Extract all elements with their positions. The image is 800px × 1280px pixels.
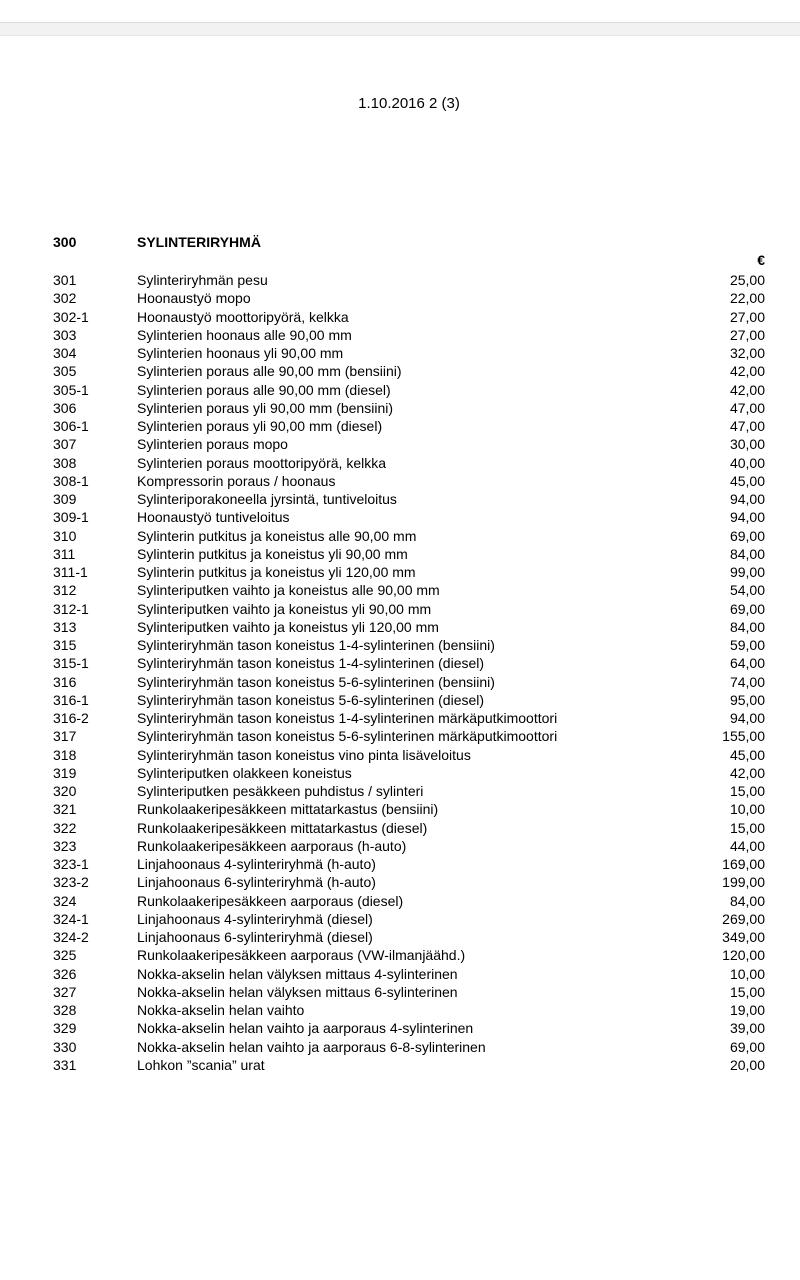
section-title: SYLINTERIRYHMÄ <box>137 234 261 250</box>
row-code: 311 <box>53 545 76 562</box>
price-row <box>0 800 800 818</box>
price-row <box>0 782 800 800</box>
row-price: 42,00 <box>729 363 765 380</box>
row-code: 325 <box>53 947 77 964</box>
price-row <box>0 654 800 672</box>
row-price: 349,00 <box>722 929 765 945</box>
row-description: Sylinterien poraus alle 90,00 mm (diesel) <box>137 381 391 398</box>
row-description: Linjahoonaus 4-sylinteriryhmä (h-auto) <box>137 856 376 872</box>
price-row <box>0 983 800 1001</box>
price-row <box>0 399 800 417</box>
row-code: 302-1 <box>53 308 89 325</box>
row-price: 42,00 <box>729 764 765 781</box>
row-price: 25,00 <box>729 272 765 288</box>
row-code: 306-1 <box>53 418 89 434</box>
row-code: 303 <box>53 326 77 343</box>
price-row <box>0 709 800 727</box>
row-code: 330 <box>53 1038 77 1055</box>
row-price: 15,00 <box>729 819 765 836</box>
row-price: 84,00 <box>729 892 765 909</box>
row-price: 45,00 <box>729 472 765 489</box>
price-row <box>0 673 800 691</box>
row-description: Sylinterien poraus yli 90,00 mm (bensiini) <box>137 399 393 416</box>
row-price: 15,00 <box>729 983 765 1000</box>
row-price: 40,00 <box>729 454 765 471</box>
row-code: 316 <box>53 673 77 690</box>
row-price: 27,00 <box>729 326 765 343</box>
row-description: Sylinteriryhmän tason koneistus 1-4-sylinterinen (bensiini) <box>137 637 495 653</box>
price-row <box>0 362 800 380</box>
price-row <box>0 527 800 545</box>
row-code: 331 <box>53 1056 77 1073</box>
price-row <box>0 308 800 326</box>
row-code: 306 <box>53 399 77 416</box>
price-row <box>0 344 800 362</box>
row-code: 323-2 <box>53 874 89 891</box>
row-description: Hoonaustyö mopo <box>137 290 251 307</box>
price-row <box>0 855 800 873</box>
row-description: Nokka-akselin helan vaihto ja aarporaus 6-8-sylinterinen <box>137 1038 486 1055</box>
row-code: 315 <box>53 637 77 653</box>
row-code: 326 <box>53 965 77 982</box>
row-code: 313 <box>53 618 77 635</box>
section-heading <box>0 234 800 254</box>
price-row <box>0 636 800 654</box>
row-code: 312-1 <box>53 600 89 617</box>
price-row <box>0 1056 800 1074</box>
row-code: 308-1 <box>53 472 89 489</box>
price-row <box>0 965 800 983</box>
row-price: 94,00 <box>729 710 765 726</box>
row-code: 322 <box>53 819 77 836</box>
row-code: 316-1 <box>53 691 89 708</box>
row-description: Sylinterin putkitus ja koneistus alle 90,00 mm <box>137 527 417 544</box>
row-description: Sylinteriputken vaihto ja koneistus yli 90,00 mm <box>137 600 432 617</box>
row-description: Sylinterin putkitus ja koneistus yli 120,00 mm <box>137 564 416 580</box>
price-row <box>0 1019 800 1037</box>
row-price: 20,00 <box>729 1056 765 1073</box>
row-description: Sylinterien poraus mopo <box>137 436 288 453</box>
price-row <box>0 946 800 964</box>
row-price: 44,00 <box>729 837 765 854</box>
price-row <box>0 581 800 599</box>
row-code: 328 <box>53 1002 77 1018</box>
price-row <box>0 727 800 745</box>
row-description: Sylinterien poraus yli 90,00 mm (diesel) <box>137 418 383 434</box>
row-price: 169,00 <box>722 856 765 872</box>
row-code: 324 <box>53 892 77 909</box>
row-description: Sylinterin putkitus ja koneistus yli 90,00 mm <box>137 545 408 562</box>
row-price: 269,00 <box>722 910 765 927</box>
price-row <box>0 508 800 526</box>
row-price: 27,00 <box>729 308 765 325</box>
price-row <box>0 873 800 891</box>
row-description: Sylinteriryhmän tason koneistus 1-4-sylinterinen (diesel) <box>137 655 485 672</box>
row-description: Sylinteriryhmän tason koneistus 5-6-sylinterinen (diesel) <box>137 691 485 708</box>
row-description: Kompressorin poraus / hoonaus <box>137 472 336 489</box>
row-price: 64,00 <box>729 655 765 672</box>
row-code: 324-2 <box>53 929 89 945</box>
row-code: 318 <box>53 746 77 763</box>
price-row <box>0 1001 800 1019</box>
price-row <box>0 289 800 307</box>
price-row <box>0 746 800 764</box>
row-description: Linjahoonaus 6-sylinteriryhmä (h-auto) <box>137 874 376 891</box>
row-price: 39,00 <box>729 1020 765 1037</box>
row-code: 319 <box>53 764 77 781</box>
row-description: Sylinteriputken pesäkkeen puhdistus / sylinteri <box>137 783 424 799</box>
row-description: Sylinterien poraus moottoripyörä, kelkka <box>137 454 387 471</box>
row-code: 308 <box>53 454 77 471</box>
price-row <box>0 490 800 508</box>
row-price: 95,00 <box>729 691 765 708</box>
row-price: 94,00 <box>729 491 765 507</box>
row-description: Sylinterien poraus alle 90,00 mm (bensiini) <box>137 363 402 380</box>
row-code: 307 <box>53 436 77 453</box>
row-code: 310 <box>53 527 77 544</box>
row-code: 327 <box>53 983 77 1000</box>
row-code: 323-1 <box>53 856 89 872</box>
row-description: Runkolaakeripesäkkeen aarporaus (VW-ilmanjäähd.) <box>137 947 466 964</box>
price-row <box>0 928 800 946</box>
viewer-top-bar <box>0 0 800 22</box>
row-description: Nokka-akselin helan välyksen mittaus 6-sylinterinen <box>137 983 458 1000</box>
price-row <box>0 472 800 490</box>
row-price: 59,00 <box>729 637 765 653</box>
price-row <box>0 563 800 581</box>
row-description: Sylinteriputken vaihto ja koneistus alle 90,00 mm <box>137 582 440 599</box>
row-description: Sylinteriputken vaihto ja koneistus yli 120,00 mm <box>137 618 439 635</box>
price-row <box>0 545 800 563</box>
row-description: Linjahoonaus 6-sylinteriryhmä (diesel) <box>137 929 373 945</box>
row-code: 304 <box>53 345 77 361</box>
row-code: 316-2 <box>53 710 89 726</box>
price-row <box>0 892 800 910</box>
row-description: Sylinteriputken olakkeen koneistus <box>137 764 352 781</box>
price-row <box>0 417 800 435</box>
row-code: 305 <box>53 363 77 380</box>
row-code: 321 <box>53 801 77 818</box>
price-row <box>0 618 800 636</box>
price-row <box>0 381 800 399</box>
row-price: 54,00 <box>729 582 765 599</box>
row-price: 84,00 <box>729 618 765 635</box>
row-description: Hoonaustyö moottoripyörä, kelkka <box>137 308 349 325</box>
price-row <box>0 819 800 837</box>
row-description: Sylinteriporakoneella jyrsintä, tuntiveloitus <box>137 491 397 507</box>
row-description: Nokka-akselin helan välyksen mittaus 4-sylinterinen <box>137 965 458 982</box>
price-row <box>0 600 800 618</box>
row-price: 22,00 <box>729 290 765 307</box>
row-price: 69,00 <box>729 527 765 544</box>
row-price: 69,00 <box>729 600 765 617</box>
row-description: Sylinteriryhmän tason koneistus 5-6-sylinterinen märkäputkimoottori <box>137 728 558 745</box>
price-row <box>0 435 800 453</box>
row-price: 69,00 <box>729 1038 765 1055</box>
row-price: 155,00 <box>722 728 765 745</box>
row-price: 15,00 <box>729 783 765 799</box>
row-description: Runkolaakeripesäkkeen aarporaus (h-auto) <box>137 837 407 854</box>
price-row <box>0 764 800 782</box>
row-description: Sylinteriryhmän pesu <box>137 272 268 288</box>
row-description: Sylinterien hoonaus yli 90,00 mm <box>137 345 344 361</box>
row-code: 317 <box>53 728 77 745</box>
row-description: Sylinteriryhmän tason koneistus 5-6-sylinterinen (bensiini) <box>137 673 495 690</box>
row-price: 32,00 <box>729 345 765 361</box>
row-price: 94,00 <box>729 509 765 526</box>
row-price: 30,00 <box>729 436 765 453</box>
row-price: 10,00 <box>729 801 765 818</box>
row-description: Runkolaakeripesäkkeen aarporaus (diesel) <box>137 892 404 909</box>
row-price: 19,00 <box>729 1002 765 1018</box>
row-code: 329 <box>53 1020 77 1037</box>
row-code: 323 <box>53 837 77 854</box>
price-row <box>0 1038 800 1056</box>
row-price: 10,00 <box>729 965 765 982</box>
row-price: 99,00 <box>729 564 765 580</box>
section-code: 300 <box>53 234 77 250</box>
price-row <box>0 691 800 709</box>
row-description: Sylinterien hoonaus alle 90,00 mm <box>137 326 352 343</box>
row-price: 45,00 <box>729 746 765 763</box>
row-code: 309-1 <box>53 509 89 526</box>
row-description: Hoonaustyö tuntiveloitus <box>137 509 290 526</box>
row-code: 312 <box>53 582 77 599</box>
row-description: Sylinteriryhmän tason koneistus 1-4-sylinterinen märkäputkimoottori <box>137 710 558 726</box>
row-price: 84,00 <box>729 545 765 562</box>
row-price: 47,00 <box>729 399 765 416</box>
row-code: 302 <box>53 290 77 307</box>
price-row <box>0 910 800 928</box>
row-description: Lohkon ”scania” urat <box>137 1056 265 1073</box>
row-price: 74,00 <box>729 673 765 690</box>
row-code: 301 <box>53 272 77 288</box>
row-description: Linjahoonaus 4-sylinteriryhmä (diesel) <box>137 910 373 927</box>
price-row <box>0 326 800 344</box>
currency-symbol: € <box>757 252 765 268</box>
row-code: 315-1 <box>53 655 89 672</box>
viewer-toolbar-strip <box>0 22 800 36</box>
row-description: Runkolaakeripesäkkeen mittatarkastus (diesel) <box>137 819 428 836</box>
price-row <box>0 454 800 472</box>
row-price: 120,00 <box>722 947 765 964</box>
row-description: Runkolaakeripesäkkeen mittatarkastus (bensiini) <box>137 801 439 818</box>
row-code: 305-1 <box>53 381 89 398</box>
page-header-date-page: 1.10.2016 2 (3) <box>358 95 460 112</box>
row-code: 311-1 <box>53 564 88 580</box>
price-row <box>0 271 800 289</box>
row-price: 42,00 <box>729 381 765 398</box>
row-code: 324-1 <box>53 910 89 927</box>
row-description: Nokka-akselin helan vaihto <box>137 1002 305 1018</box>
price-list <box>0 271 800 1074</box>
row-code: 309 <box>53 491 77 507</box>
row-description: Sylinteriryhmän tason koneistus vino pinta lisäveloitus <box>137 746 471 763</box>
row-price: 47,00 <box>729 418 765 434</box>
row-code: 320 <box>53 783 77 799</box>
row-description: Nokka-akselin helan vaihto ja aarporaus 4-sylinterinen <box>137 1020 474 1037</box>
row-price: 199,00 <box>722 874 765 891</box>
price-row <box>0 837 800 855</box>
